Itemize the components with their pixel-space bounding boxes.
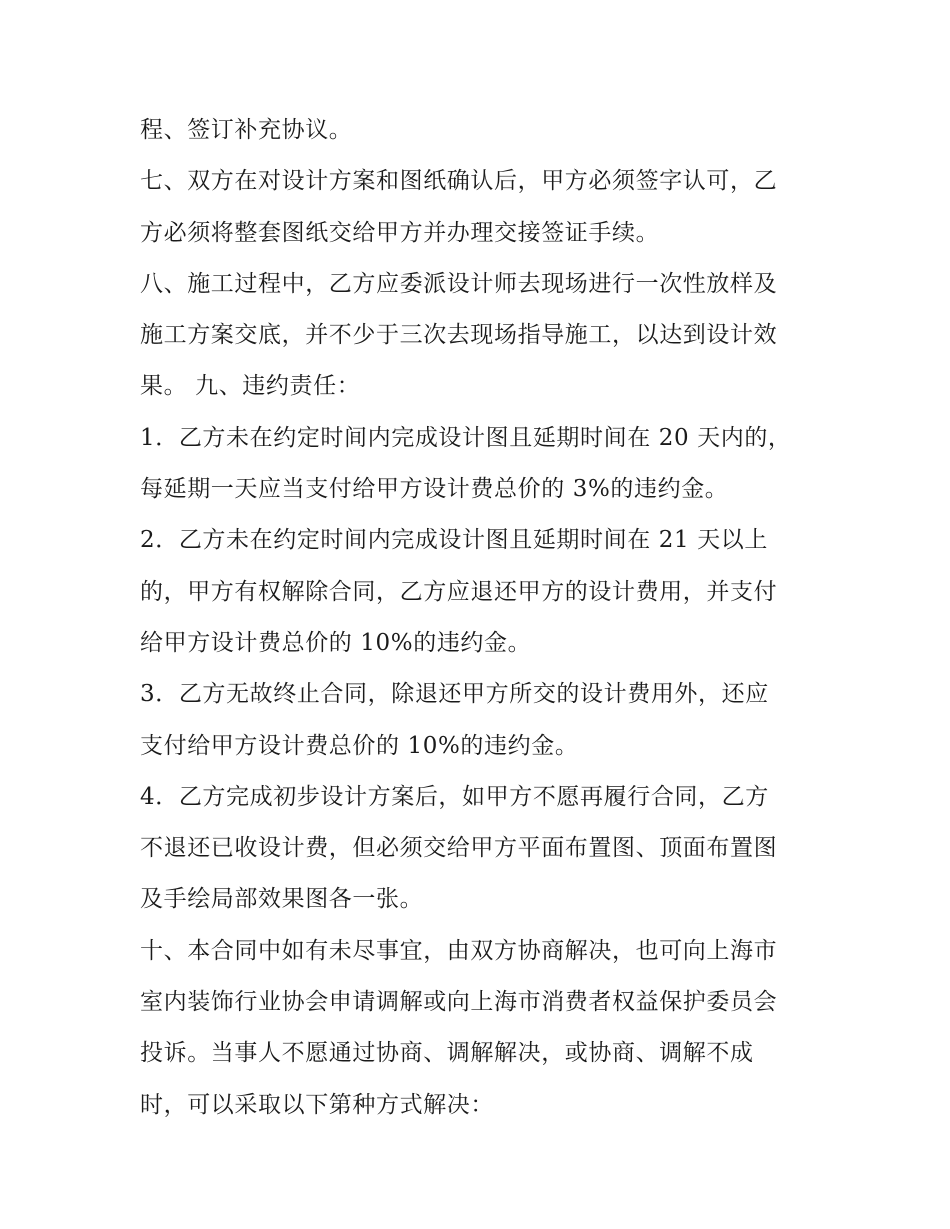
- text-line: 七、双方在对设计方案和图纸确认后，甲方必须签字认可，乙: [140, 168, 778, 195]
- text-line: 施工方案交底，并不少于三次去现场指导施工，以达到设计效: [140, 322, 778, 349]
- text-line: 支付给甲方设计费总价的 10%的违约金。: [140, 732, 579, 759]
- document-body: [140, 105, 820, 1131]
- text-line: 的，甲方有权解除合同，乙方应退还甲方的设计费用，并支付: [140, 578, 778, 605]
- text-line: 方必须将整套图纸交给甲方并办理交接签证手续。: [140, 219, 660, 246]
- text-line: 十、本合同中如有未尽事宜，由双方协商解决，也可向上海市: [140, 937, 778, 964]
- text-line: 2．乙方未在约定时间内完成设计图且延期时间在 21 天以上: [140, 527, 768, 554]
- text-line: 室内装饰行业协会申请调解或向上海市消费者权益保护委员会: [140, 989, 778, 1016]
- text-line: 不退还已收设计费，但必须交给甲方平面布置图、顶面布置图: [140, 835, 778, 862]
- text-line: 3．乙方无故终止合同，除退还甲方所交的设计费用外，还应: [140, 681, 769, 708]
- text-line: 给甲方设计费总价的 10%的违约金。: [140, 629, 532, 656]
- text-line: 1．乙方未在约定时间内完成设计图且延期时间在 20 天内的，: [140, 424, 792, 451]
- text-line: 程、签订补充协议。: [140, 117, 353, 143]
- text-line: 果。 九、违约责任：: [140, 373, 361, 400]
- text-line: 4．乙方完成初步设计方案后，如甲方不愿再履行合同，乙方: [140, 783, 769, 810]
- text-line: 时，可以采取以下第种方式解决：: [140, 1091, 494, 1118]
- text-line: 投诉。当事人不愿通过协商、调解解决，或协商、调解不成: [140, 1040, 754, 1067]
- text-line: 每延期一天应当支付给甲方设计费总价的 3%的违约金。: [140, 476, 729, 503]
- text-line: 及手绘局部效果图各一张。: [140, 886, 424, 913]
- text-line: 八、施工过程中，乙方应委派设计师去现场进行一次性放样及: [140, 270, 778, 297]
